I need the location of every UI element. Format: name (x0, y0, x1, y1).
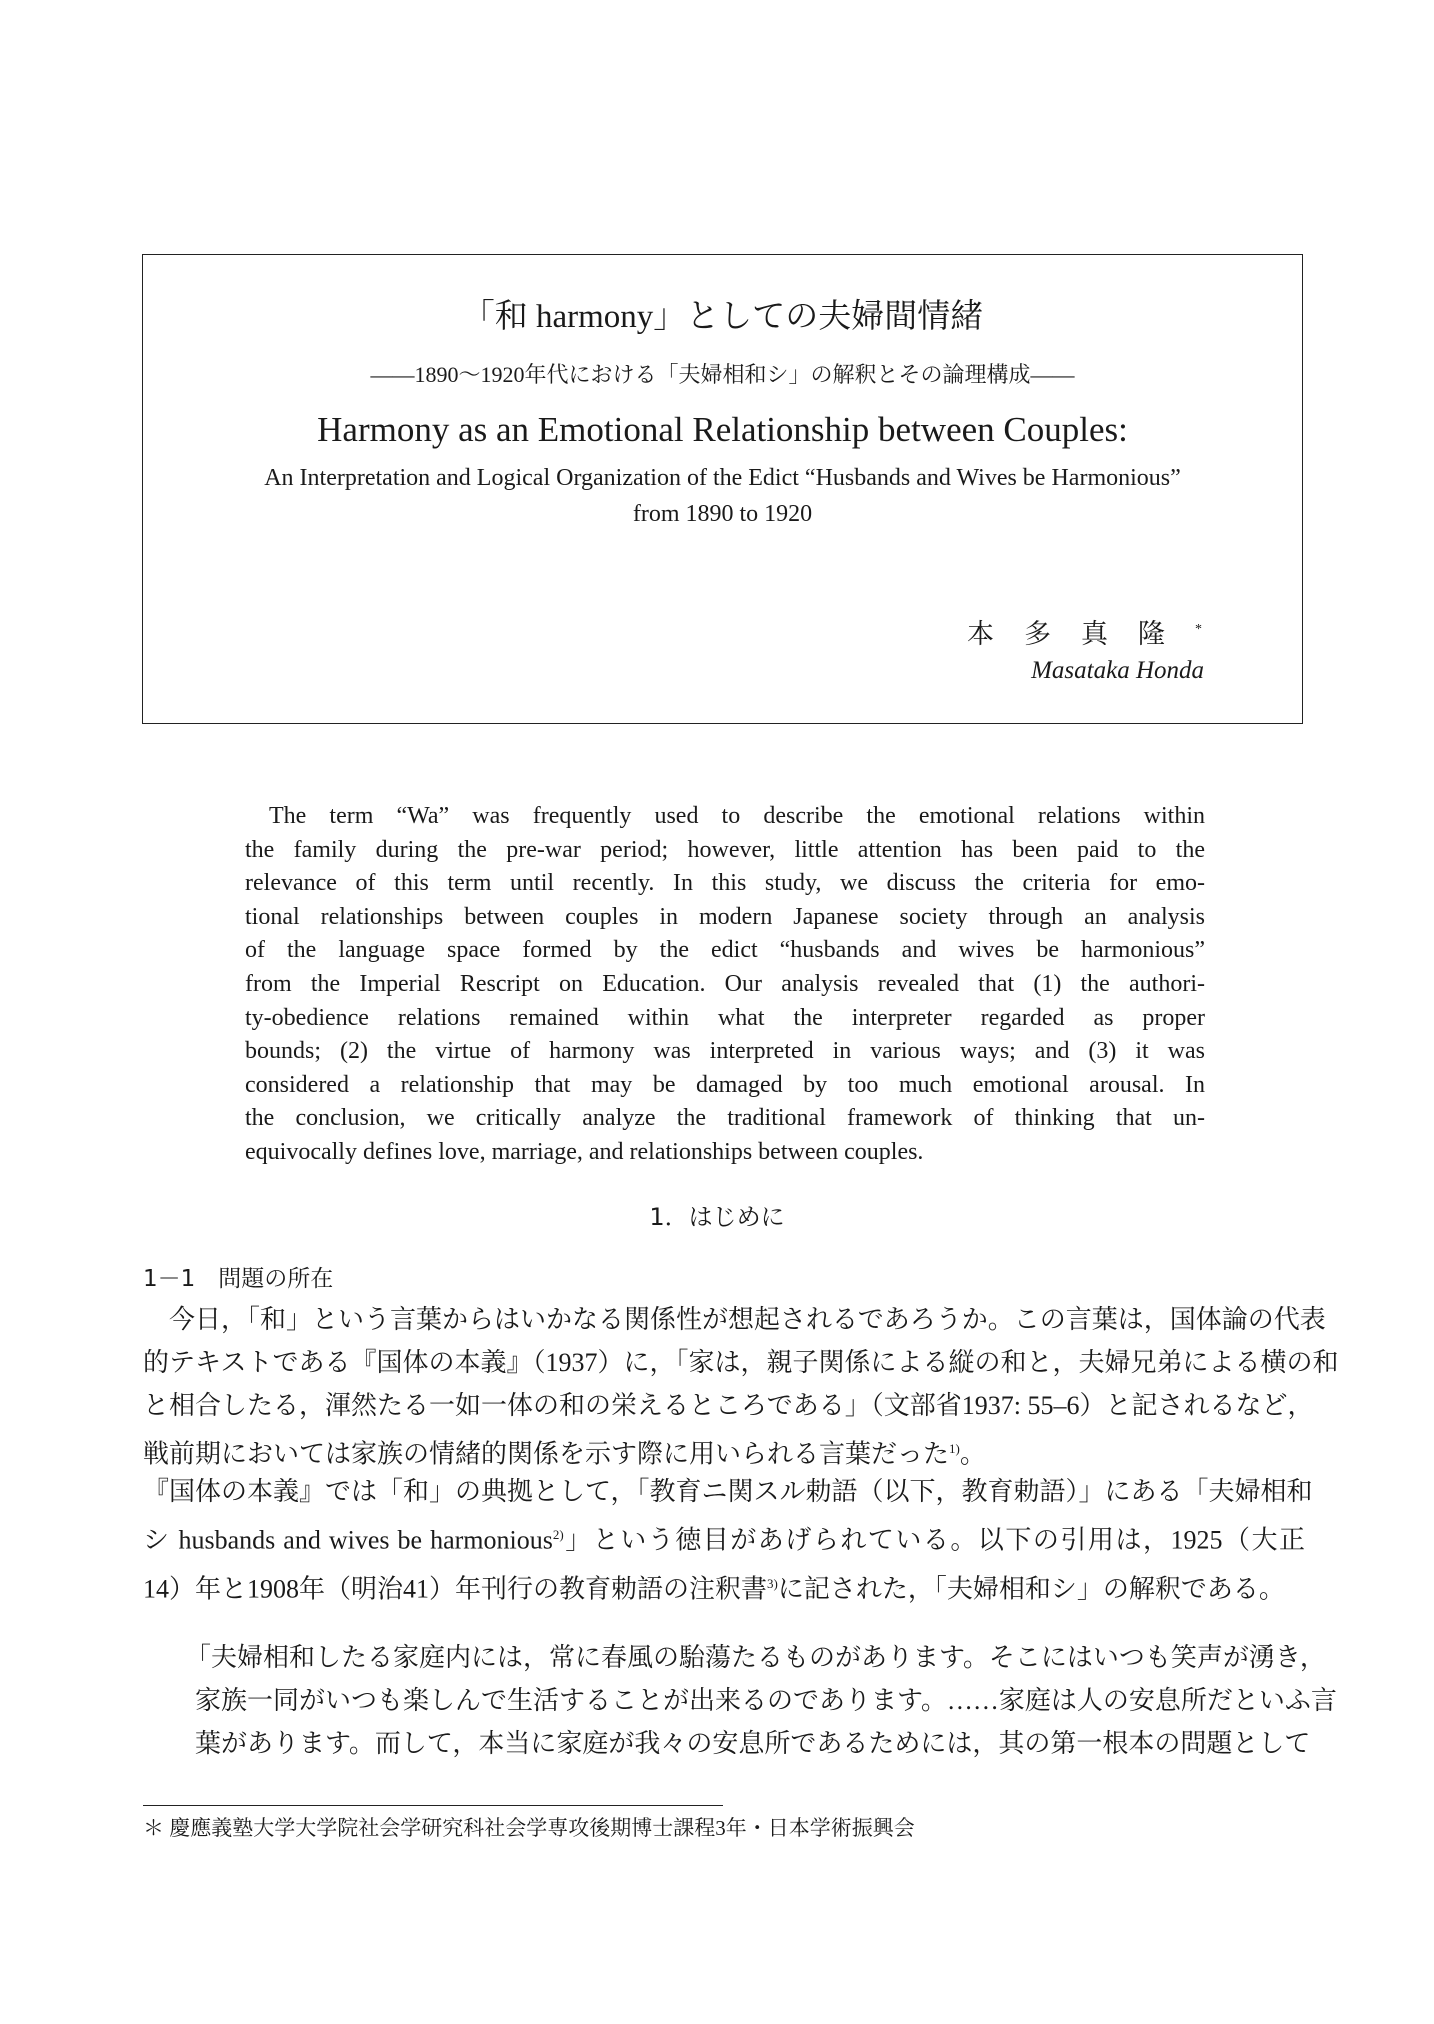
author-name-english: Masataka Honda (1031, 657, 1204, 684)
footnote-affiliation: ＊ 慶應義塾大学大学院社会学研究科社会学専攻後期博士課程3年・日本学術振興会 (143, 1816, 915, 1840)
english-title: Harmony as an Emotional Relationship between Couples: (317, 410, 1128, 449)
subsection-heading: 1－1 問題の所在 (143, 1266, 334, 1292)
quote-line: 家族一同がいつも楽しんで生活することが出来るのであります。……家庭は人の安息所だといふ言 (195, 1686, 1337, 1715)
paragraph-text: 。 (959, 1439, 986, 1469)
paragraph-line: 『国体の本義』では「和」の典拠として，「教育ニ関スル勅語（以下，教育勅語）」にある「夫婦相和 (143, 1477, 1313, 1506)
abstract-line: the family during the pre-war period; however, little attention has been paid to the (245, 836, 1205, 863)
abstract-line: considered a relationship that may be damaged by too much emotional arousal. In (245, 1071, 1205, 1098)
abstract-line: The term “Wa” was frequently used to describe the emotional relations within (269, 803, 1205, 829)
paragraph-1 (143, 1298, 1339, 1476)
paragraph-text: 」という徳目があげられている。以下の引用は，1925（大正 (563, 1525, 1305, 1555)
abstract-line: the conclusion, we critically analyze the traditional framework of thinking that un- (245, 1105, 1205, 1132)
paragraph-line (143, 1513, 1305, 1562)
japanese-title: 「和 harmony」としての夫婦間情緒 (461, 299, 984, 335)
footnote-ref[interactable]: 3) (767, 1575, 778, 1591)
section-heading: 1．はじめに (649, 1203, 785, 1231)
abstract-line: tional relationships between couples in modern Japanese society through an analysis (245, 903, 1205, 930)
block-quote (185, 1636, 1337, 1765)
abstract-line: relevance of this term until recently. In this study, we discuss the criteria for emo- (245, 870, 1205, 897)
abstract-line: equivocally defines love, marriage, and relationships between couples. (245, 1138, 924, 1165)
paragraph-line (143, 1562, 1305, 1611)
abstract-line: ty-obedience relations remained within what the interpreter regarded as proper (245, 1004, 1205, 1031)
abstract (245, 800, 1205, 1170)
quote-line: 葉があります。而して，本当に家庭が我々の安息所であるためには，其の第一根本の問題として (195, 1729, 1311, 1758)
paragraph-line: 今日，「和」という言葉からはいかなる関係性が想起されるであろうか。この言葉は，国体論の代表 (143, 1305, 1326, 1334)
abstract-line: of the language space formed by the edict “husbands and wives be harmonious” (245, 937, 1205, 964)
paragraph-line: 的テキストである『国体の本義』（1937）に，「家は，親子関係による縦の和と，夫婦兄弟による横の和 (143, 1348, 1339, 1377)
paragraph-text: シ husbands and wives be harmonious (143, 1525, 553, 1555)
footnote-divider (143, 1805, 723, 1806)
paragraph-2 (143, 1470, 1313, 1610)
author-name-text: 本多真隆 (967, 619, 1195, 649)
paragraph-text: に記された，「夫婦相和シ」の解釈である。 (777, 1574, 1285, 1604)
japanese-subtitle: ――1890～1920年代における「夫婦相和シ」の解釈とその論理構成―― (370, 362, 1075, 387)
abstract-line: from the Imperial Rescript on Education. Our analysis revealed that (1) the authori- (245, 970, 1205, 997)
paragraph-line: と相合したる，渾然たる一如一体の和の栄えるところである」（文部省1937: 55–6）と記されるなど， (143, 1391, 1314, 1420)
author-footnote-mark: * (1195, 622, 1202, 637)
abstract-line: bounds; (2) the virtue of harmony was interpreted in various ways; and (3) it was (245, 1038, 1205, 1065)
paragraph-text: 戦前期においては家族の情緒的関係を示す際に用いられる言葉だった (143, 1439, 950, 1469)
english-subtitle-line-1: An Interpretation and Logical Organization of the Edict “Husbands and Wives be Harmonious” (264, 465, 1181, 491)
english-subtitle-line-2: from 1890 to 1920 (632, 501, 813, 527)
paragraph-text: 14）年と1908年（明治41）年刊行の教育勅語の注釈書 (143, 1574, 768, 1604)
quote-line: 「夫婦相和したる家庭内には，常に春風の駘蕩たるものがあります。そこにはいつも笑声が湧き， (185, 1643, 1326, 1672)
footnote-ref[interactable]: 1) (949, 1441, 960, 1456)
footnote-ref[interactable]: 2) (552, 1527, 564, 1542)
author-name-japanese (967, 612, 1202, 651)
paragraph-line (143, 1427, 1305, 1476)
